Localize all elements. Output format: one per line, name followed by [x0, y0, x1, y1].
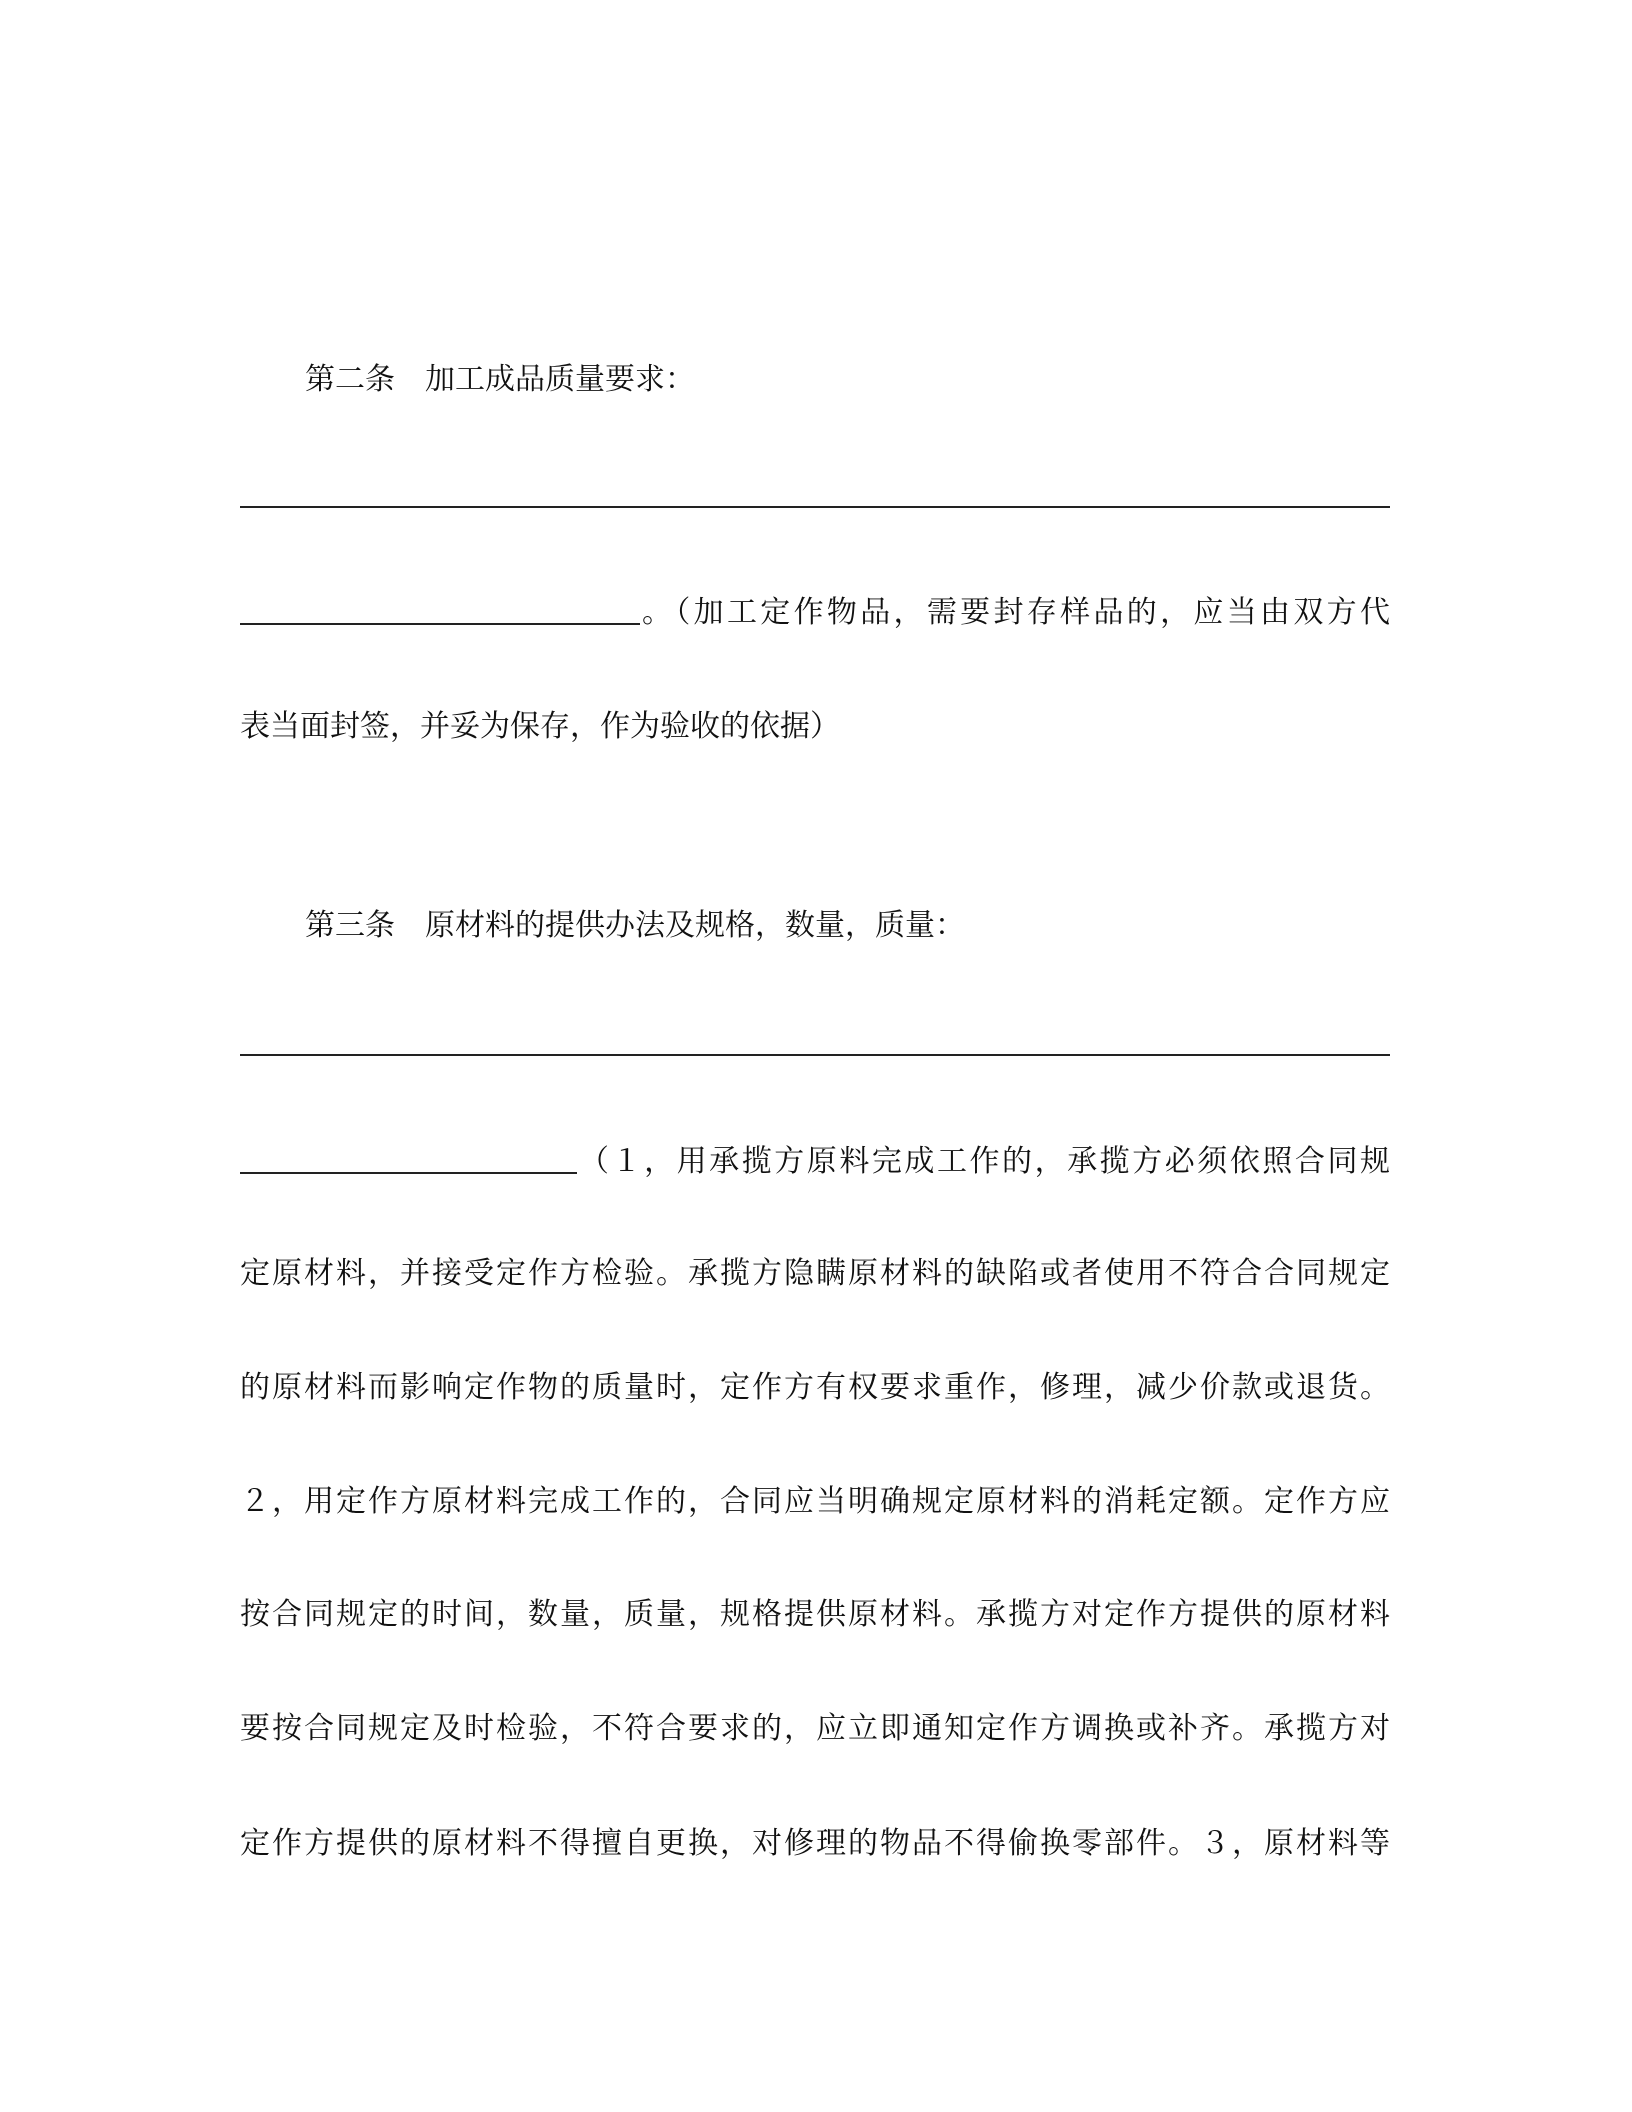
article-3-heading [305, 902, 1390, 950]
article-2-number: 第二条 [305, 362, 395, 397]
article-2-heading [305, 356, 1390, 404]
article-3-body-line: 定作方提供的原材料不得擅自更换，对修理的物品不得偷换零部件。３，原材料等 [240, 1826, 1390, 1861]
article-3-body-line: 的原材料而影响定作物的质量时，定作方有权要求重作，修理，减少价款或退货。 [240, 1370, 1390, 1405]
article-3-number: 第三条 [305, 908, 395, 943]
fill-in-blank-line [240, 506, 1390, 508]
fill-in-blank-short [240, 623, 640, 625]
article-2-title: 加工成品质量要求： [425, 362, 695, 397]
article-2-note-end: 表当面封签，并妥为保存，作为验收的依据） [240, 709, 840, 744]
article-2-note-start: 。（加工定作物品，需要封存样品的，应当由双方代 [642, 595, 1390, 630]
article-3-title: 原材料的提供办法及规格，数量，质量： [425, 908, 965, 943]
article-3-body-line: ２，用定作方原材料完成工作的，合同应当明确规定原材料的消耗定额。定作方应 [240, 1484, 1390, 1519]
fill-in-blank-line [240, 1054, 1390, 1056]
fill-in-blank-short [240, 1172, 577, 1174]
article-3-body-line: 要按合同规定及时检验，不符合要求的，应立即通知定作方调换或补齐。承揽方对 [240, 1711, 1390, 1746]
article-2-line-2 [240, 589, 1390, 637]
article-3-body-line: 按合同规定的时间，数量，质量，规格提供原材料。承揽方对定作方提供的原材料 [240, 1597, 1390, 1632]
article-3-line-2 [240, 1138, 1390, 1186]
article-3-body-start: （１，用承揽方原料完成工作的，承揽方必须依照合同规 [579, 1144, 1390, 1179]
article-3-body-line: 定原材料，并接受定作方检验。承揽方隐瞒原材料的缺陷或者使用不符合合同规定 [240, 1256, 1390, 1291]
